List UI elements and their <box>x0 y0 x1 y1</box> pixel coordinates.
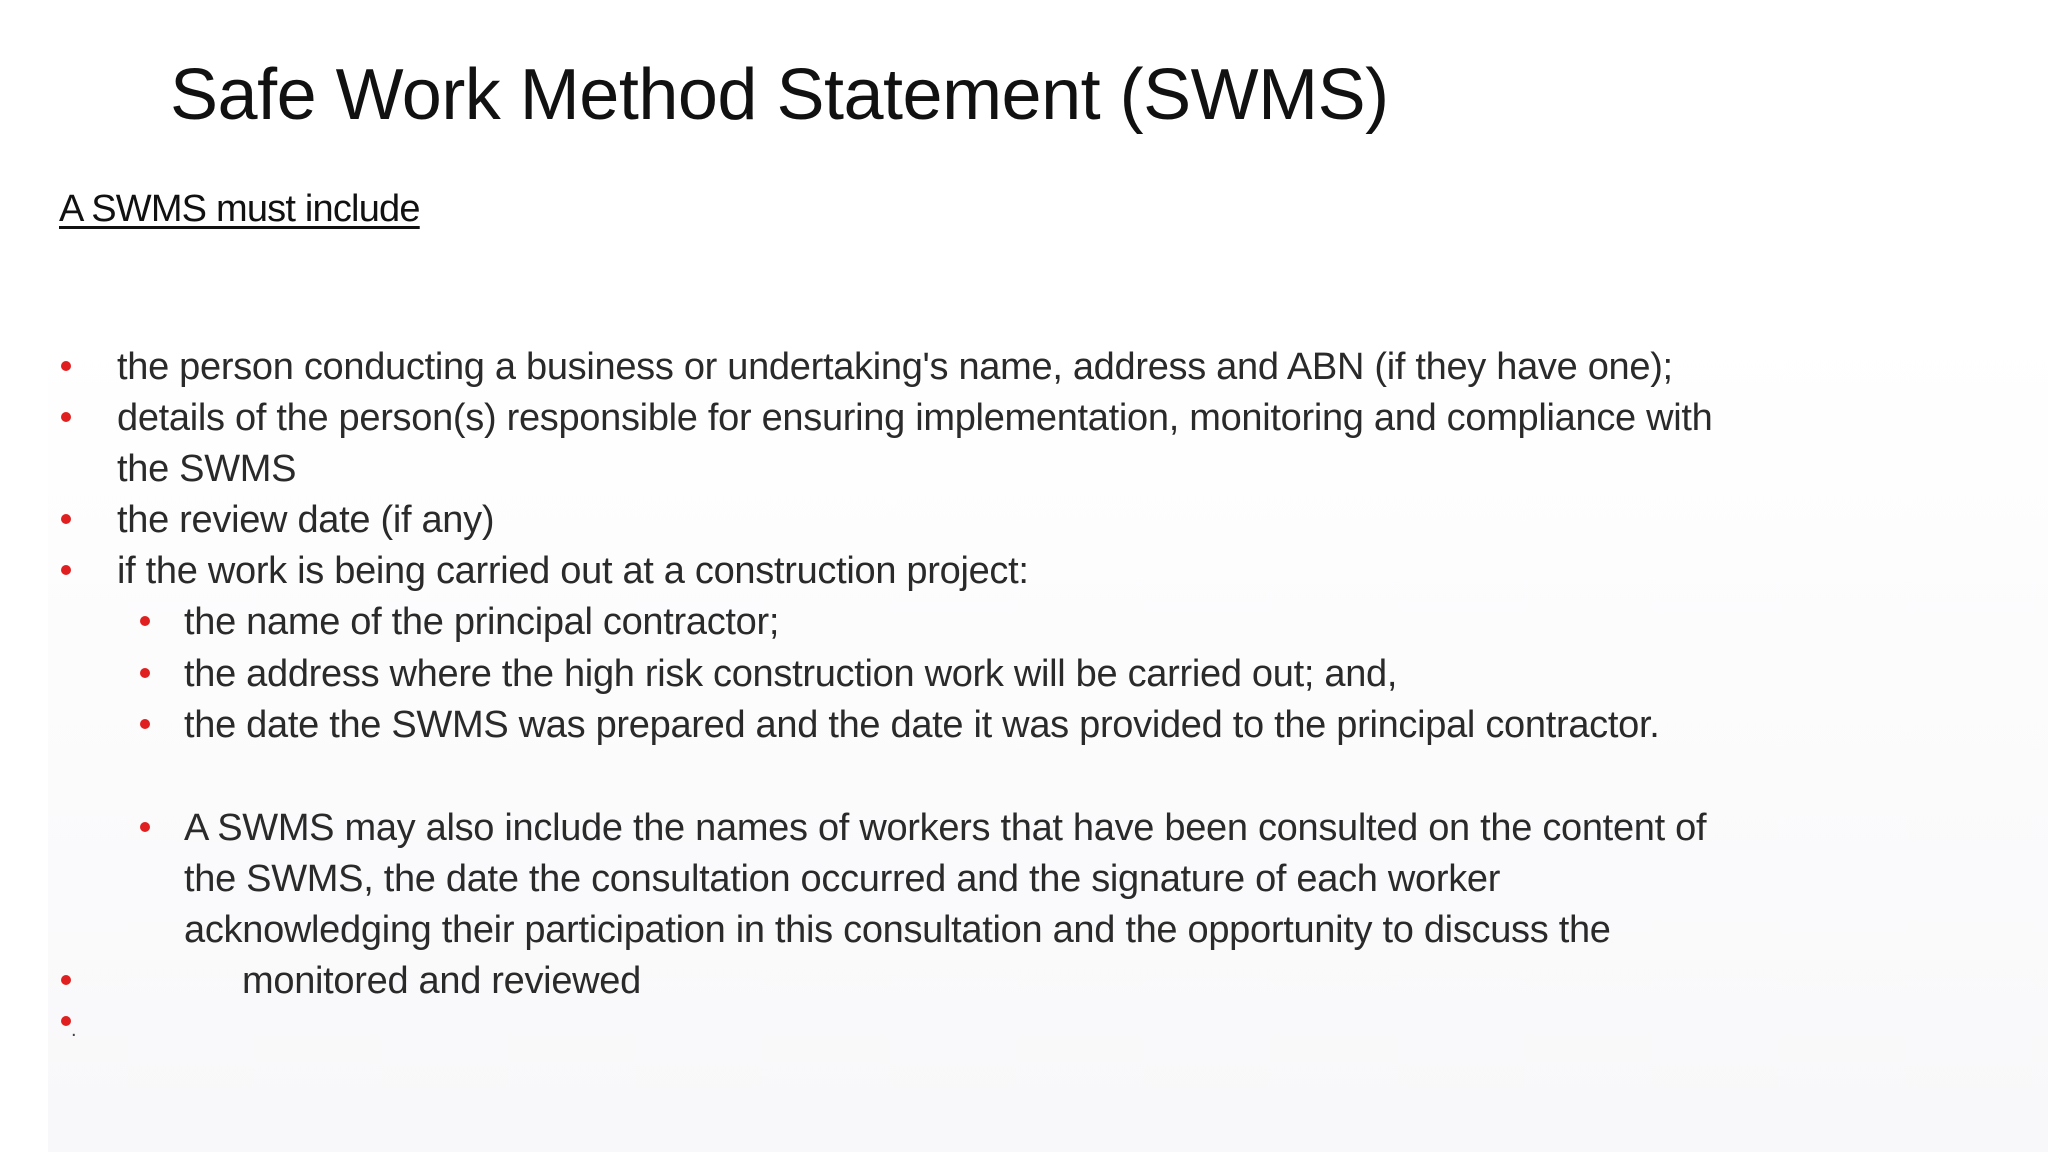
bullet-marker <box>140 668 150 678</box>
bullet-marker <box>61 565 71 575</box>
bullet-marker <box>140 719 150 729</box>
bullet-marker <box>61 361 71 371</box>
list-item-review-date: the review date (if any) <box>117 499 495 541</box>
sub-item-workers-consulted-cont-2: acknowledging their participation in this consultation and the opportunity to discuss the <box>184 909 1611 951</box>
list-item-pcbu: the person conducting a business or undertaking's name, address and ABN (if they have one); <box>117 346 1673 388</box>
section-heading: A SWMS must include <box>59 188 420 230</box>
sub-item-workers-consulted: A SWMS may also include the names of workers that have been consulted on the content of <box>184 807 1707 849</box>
slide-title: Safe Work Method Statement (SWMS) <box>170 55 1389 135</box>
bullet-marker <box>140 616 150 626</box>
bullet-marker <box>61 975 71 985</box>
list-item-monitored: monitored and reviewed <box>242 960 641 1002</box>
sub-item-address: the address where the high risk construction work will be carried out; and, <box>184 653 1398 695</box>
bullet-marker <box>61 412 71 422</box>
sub-item-principal-contractor: the name of the principal contractor; <box>184 601 780 643</box>
bullet-marker <box>61 514 71 524</box>
list-item-construction-project: if the work is being carried out at a construction project: <box>117 550 1029 592</box>
bullet-marker <box>140 822 150 832</box>
sub-item-date-prepared: the date the SWMS was prepared and the date it was provided to the principal contractor. <box>184 704 1660 746</box>
sub-item-workers-consulted-cont-1: the SWMS, the date the consultation occurred and the signature of each worker <box>184 858 1501 900</box>
list-item-responsible-persons-cont: the SWMS <box>117 448 297 490</box>
list-item-period: . <box>71 1019 77 1041</box>
bullet-marker <box>61 1016 71 1026</box>
list-item-responsible-persons: details of the person(s) responsible for ensuring implementation, monitoring and compliance with <box>117 397 1713 439</box>
